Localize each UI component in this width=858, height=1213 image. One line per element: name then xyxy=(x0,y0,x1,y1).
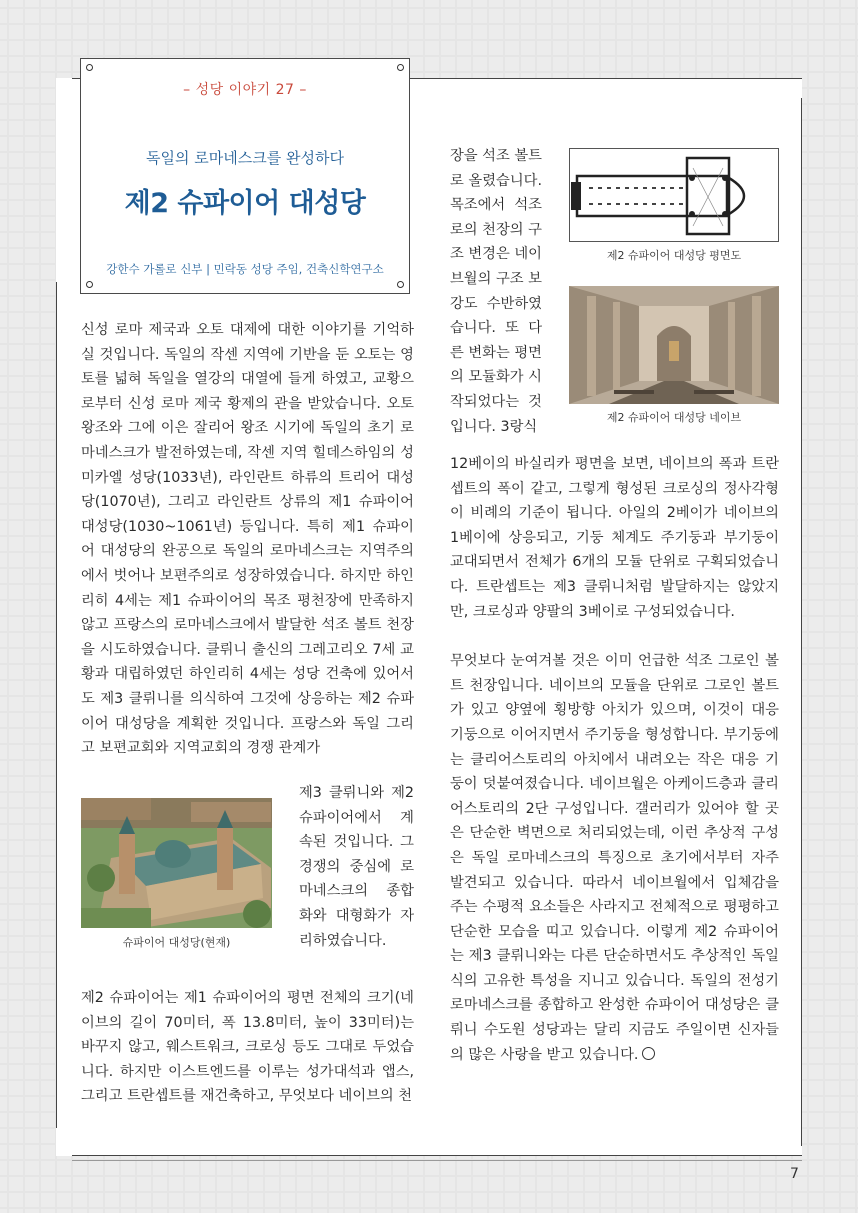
paragraph: 제2 슈파이어는 제1 슈파이어의 평면 전체의 크기(네이브의 길이 70미터, 폭 13.8미터, 높이 33미터)는 바꾸지 않고, 웨스트워크, 크로싱 등도 그대로 두었습니다. 하지만 이스트엔드를 이루는 성가대석과 앱스, 그리고 트란셉트를 재건축하고, 무엇보다 네이브의 천 xyxy=(81,990,414,1105)
paragraph: 제3 클뤼니와 제2 슈파이어에서 계속된 것입니다. 그 경쟁의 중심에 로마네스크의 종합화와 대형화가 자리하였습니다. xyxy=(299,785,414,949)
author-byline: 강한수 가롤로 신부 | 민락동 성당 주임, 건축신학연구소 xyxy=(106,262,384,276)
end-mark-icon xyxy=(642,1047,655,1060)
nave-caption: 제2 슈파이어 대성당 네이브 xyxy=(606,411,742,424)
exterior-photo xyxy=(81,798,272,928)
exterior-caption: 슈파이어 대성당(현재) xyxy=(122,936,231,949)
left-column-text-2 xyxy=(81,986,414,1109)
right-column-text xyxy=(450,452,779,1067)
corner-dot-icon xyxy=(397,281,404,288)
plan-caption: 제2 슈파이어 대성당 평면도 xyxy=(606,249,742,262)
frame-rule-right xyxy=(801,98,802,1146)
nave-photo xyxy=(569,286,779,404)
left-column-text xyxy=(81,318,414,761)
title-box xyxy=(80,58,410,294)
article-title: 제2 슈파이어 대성당 xyxy=(124,188,366,219)
paragraph: 12베이의 바실리카 평면을 보면, 네이브의 폭과 트란셉트의 폭이 같고, 그렇게 형성된 크로싱의 정사각형이 비례의 기준이 됩니다. 아일의 2베이가 네이브의 1베이에 상응되고, 기둥 체계도 주기둥과 부기둥이 교대되면서 전체가 6개의 모듈 단위로 구획되었습니다. 트란셉트는 제3 클뤼니처럼 발달하지는 않았지만, 크로싱과 양팔의 3베이로 구성되었습니다. xyxy=(450,456,779,620)
corner-dot-icon xyxy=(86,281,93,288)
corner-dot-icon xyxy=(397,64,404,71)
left-column-wrap-text xyxy=(299,781,414,953)
series-label: – 성당 이야기 27 – xyxy=(183,82,307,98)
page-number: 7 xyxy=(790,1166,799,1182)
corner-dot-icon xyxy=(86,64,93,71)
footer-rule xyxy=(72,1160,802,1161)
paragraph: 무엇보다 눈여겨볼 것은 이미 언급한 석조 그로인 볼트 천장입니다. 네이브의 모듈을 단위로 그로인 볼트가 있고 양옆에 횡방향 아치가 있으며, 이것이 대응 기둥으로 이어지면서 주기둥을 형성합니다. 부기둥에는 클리어스토리의 아치에서 내려오는 작은 대응 기둥이 덧붙여졌습니다. 네이브월은 아케이드층과 클리어스토리의 2단 구성입니다. 갤러리가 있어야 할 곳은 단순한 벽면으로 처리되었는데, 이런 추상적 구성은 독일 로마네스크의 특징으로 초기에서부터 자주 발견되고 있습니다. 따라서 네이브월에서 입체감을 주는 수평적 요소들은 사라지고 전체적으로 평평하고 단순한 모습을 띠고 있습니다. 이렇게 제2 슈파이어는 제3 클뤼니와는 다른 단순하면서도 추상적인 독일식의 고유한 특성을 지니고 있습니다. 독일의 전성기 로마네스크를 종합하고 완성한 슈파이어 대성당은 클뤼니 수도원 성당과는 달리 지금도 주일이면 신자들의 많은 사랑을 받고 있습니다. xyxy=(450,653,779,1063)
frame-rule-left xyxy=(56,282,57,1128)
frame-rule-bottom xyxy=(72,1155,802,1156)
paragraph: 장을 석조 볼트로 올렸습니다. 목조에서 석조로의 천장의 구조 변경은 네이브월의 구조 보강도 수반하였습니다. 또 다른 변화는 평면의 모듈화가 시작되었다는 것입니다. 3랑식 xyxy=(450,148,542,435)
article-kicker: 독일의 로마네스크를 완성하다 xyxy=(146,149,344,167)
right-column-narrow-text xyxy=(450,144,542,439)
paragraph: 신성 로마 제국과 오토 대제에 대한 이야기를 기억하실 것입니다. 독일의 작센 지역에 기반을 둔 오토는 영토를 넓혀 독일을 열강의 대열에 들게 하였고, 교황으로부터 신성 로마 제국 황제의 관을 받았습니다. 오토 왕조와 그에 이은 잘리어 왕조 시기에 독일의 초기 로마네스크가 발전하였는데, 작센 지역 힐데스하임의 성 미카엘 성당(1033년), 라인란트 하류의 트리어 대성당(1070년), 그리고 라인란트 상류의 제1 슈파이어 대성당(1030~1061년) 등입니다. 특히 제1 슈파이어 대성당의 완공으로 독일의 로마네스크는 지역주의에서 벗어나 보편주의로 성장하였습니다. 하지만 하인리히 4세는 제1 슈파이어의 목조 평천장에 만족하지 않고 프랑스의 로마네스크에서 발달한 석조 볼트 천장을 시도하였습니다. 클뤼니 출신의 그레고리오 7세 교황과 대립하였던 하인리히 4세는 성당 건축에 있어서도 제3 클뤼니를 의식하여 그것에 상응하는 제2 슈파이어 대성당을 계획한 것입니다. 프랑스와 독일 그리고 보편교회와 지역교회의 경쟁 관계가 xyxy=(81,322,414,757)
floor-plan-figure xyxy=(569,148,779,242)
